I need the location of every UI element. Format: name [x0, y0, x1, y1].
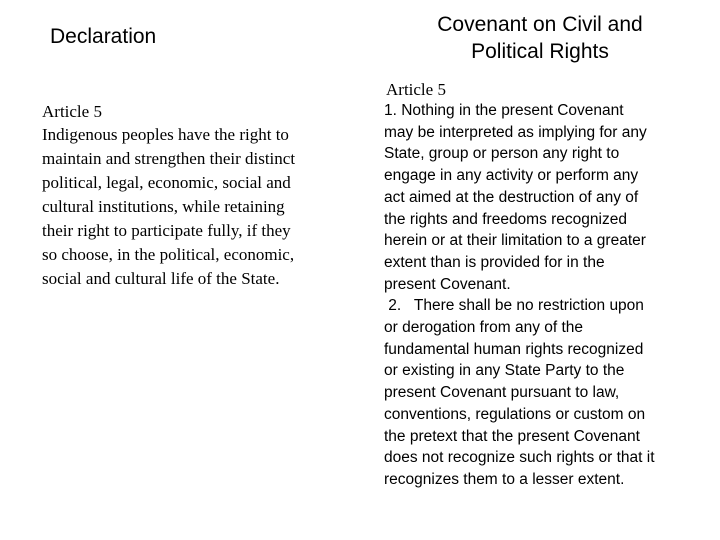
covenant-heading-line-1: Covenant on Civil and	[437, 13, 643, 36]
covenant-text-line: recognizes them to a lesser extent.	[384, 470, 625, 488]
covenant-text-line: present Covenant pursuant to law,	[384, 384, 620, 402]
covenant-heading	[395, 11, 685, 65]
covenant-text-line: the rights and freedoms recognized	[384, 210, 627, 228]
declaration-text-line: so choose, in the political, economic,	[42, 245, 295, 264]
declaration-article-label: Article 5	[42, 102, 102, 121]
covenant-text-line: does not recognize such rights or that it	[384, 449, 655, 467]
declaration-heading: Declaration	[50, 25, 157, 48]
covenant-heading-line-2: Political Rights	[471, 40, 609, 63]
covenant-text-line: engage in any activity or perform any	[384, 167, 639, 185]
covenant-text-line: herein or at their limitation to a greater	[384, 232, 646, 250]
covenant-text-line: or derogation from any of the	[384, 319, 584, 337]
declaration-text-line: maintain and strengthen their distinct	[42, 149, 296, 168]
declaration-text-line: their right to participate fully, if they	[42, 221, 291, 240]
covenant-text-line: extent than is provided for in the	[384, 253, 605, 271]
covenant-text-line: the pretext that the present Covenant	[384, 427, 640, 445]
declaration-text-line: cultural institutions, while retaining	[42, 197, 285, 216]
covenant-text-line: present Covenant.	[384, 275, 511, 293]
covenant-text-line: conventions, regulations or custom on	[384, 405, 646, 423]
declaration-text-line: social and cultural life of the State.	[42, 269, 280, 288]
declaration-article-text	[42, 123, 362, 291]
covenant-text-line: may be interpreted as implying for any	[384, 123, 647, 141]
covenant-text-line: or existing in any State Party to the	[384, 362, 625, 380]
covenant-text-line: 2. There shall be no restriction upon	[384, 297, 644, 315]
declaration-text-line: Indigenous peoples have the right to	[42, 125, 289, 144]
covenant-text-line: 1. Nothing in the present Covenant	[384, 102, 624, 119]
declaration-text-line: political, legal, economic, social and	[42, 173, 291, 192]
covenant-article-text	[384, 100, 704, 491]
covenant-article-label: Article 5	[386, 80, 446, 99]
covenant-text-line: act aimed at the destruction of any of	[384, 188, 639, 206]
covenant-text-line: State, group or person any right to	[384, 145, 620, 163]
covenant-text-line: fundamental human rights recognized	[384, 340, 644, 358]
